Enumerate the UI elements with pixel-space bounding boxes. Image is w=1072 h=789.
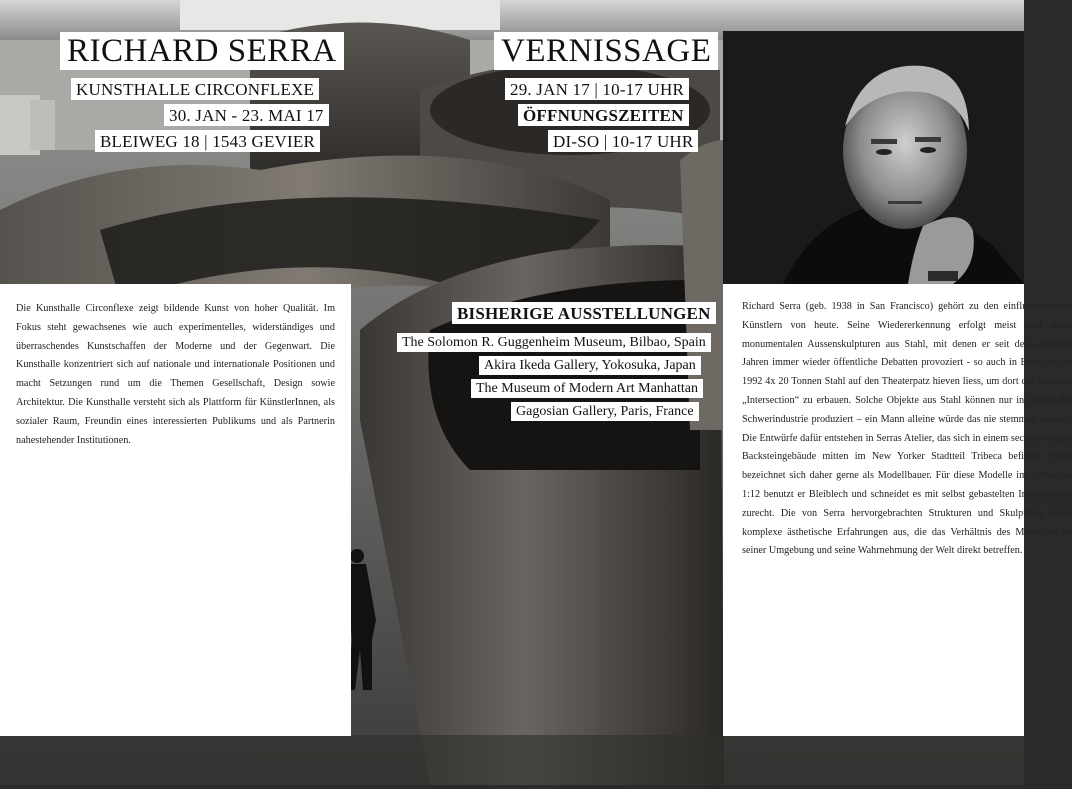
- vernissage-title: VERNISSAGE: [494, 32, 718, 70]
- kunsthalle-description-panel: [0, 284, 351, 736]
- address-label: BLEIWEG 18 | 1543 GEVIER: [95, 130, 320, 152]
- artist-bio-panel: [723, 284, 1072, 736]
- venue-label: KUNSTHALLE CIRCONFLEXE: [71, 78, 319, 100]
- exhibition-item: The Museum of Modern Art Manhattan: [471, 379, 703, 398]
- exhibition-dates-label: 30. JAN - 23. MAI 17: [164, 104, 329, 126]
- artist-portrait: [723, 31, 1024, 284]
- past-exhibitions-heading: BISHERIGE AUSSTELLUNGEN: [452, 302, 716, 324]
- kunsthalle-description-text: Die Kunsthalle Circonflexe zeigt bildende Kunst von hoher Qualität. Im Fokus steht gewachsenes wie auch experimentelles, widerständiges und überraschendes Kunstschaffen der Moderne und der Gegenwart. Die Kunsthalle konzentriert sich auf nationale und internationale Positionen und macht Setzungen rund um die Themen Gesellschaft, Design sowie Architektur. Die Kunsthalle versteht sich als Plattform für KünstlerInnen, als sozialer Raum, Freundin eines interessierten Publikums und als Partnerin nahestehender Institutionen.: [16, 303, 335, 446]
- portrait-image: [723, 31, 1024, 284]
- exhibition-item: Akira Ikeda Gallery, Yokosuka, Japan: [479, 356, 701, 375]
- artist-bio-text: Richard Serra (geb. 1938 in San Francisco) gehört zu den einflussreichsten Künstlern von heute. Seine Wiedererkennung erfolgt meist über seine monumentalen Aussenskulpturen aus Stahl, mit denen er seit den achtziger Jahren immer wieder öffentliche Debatten provoziert - so auch in Basel, als er 1992 4x 20 Tonnen Stahl auf den Theaterpatz hieven liess, um dort die Skulptur „Intersection“ zu erbauen. Solche Objekte aus Stahl können nur in Hallen der Schwerindustrie produziert – ein Mann alleine würde das nie stemmen können. Die Entwürfe dafür entstehen in Serras Atelier, das sich in einem sechsstöckigen Backsteingebäude mitten im New Yorker Stadtteil Tribeca befindet. Serra bezeichnet sich daher gerne als Modellbauer. Für diese Modelle im Verhältnis 1:12 benutzt er Bleiblech und schneidet es mit selbst gebastelten Instrumenten zurecht. Die von Serra hervorgebrachten Strukturen und Skulpturen lösen komplexe ästhetische Erfahrungen aus, die das Verhältnis des Menschen zu seiner Umgebung und seine Wahrnehmung der Welt direkt betreffen.: [742, 301, 1072, 557]
- artist-name-label: RICHARD SERRA: [60, 32, 344, 70]
- opening-hours-label: DI-SO | 10-17 UHR: [548, 130, 698, 152]
- exhibition-item: The Solomon R. Guggenheim Museum, Bilbao, Spain: [397, 333, 711, 352]
- opening-hours-heading: ÖFFNUNGSZEITEN: [518, 104, 689, 126]
- exhibition-item: Gagosian Gallery, Paris, France: [511, 402, 699, 421]
- vernissage-date-label: 29. JAN 17 | 10-17 UHR: [505, 78, 689, 100]
